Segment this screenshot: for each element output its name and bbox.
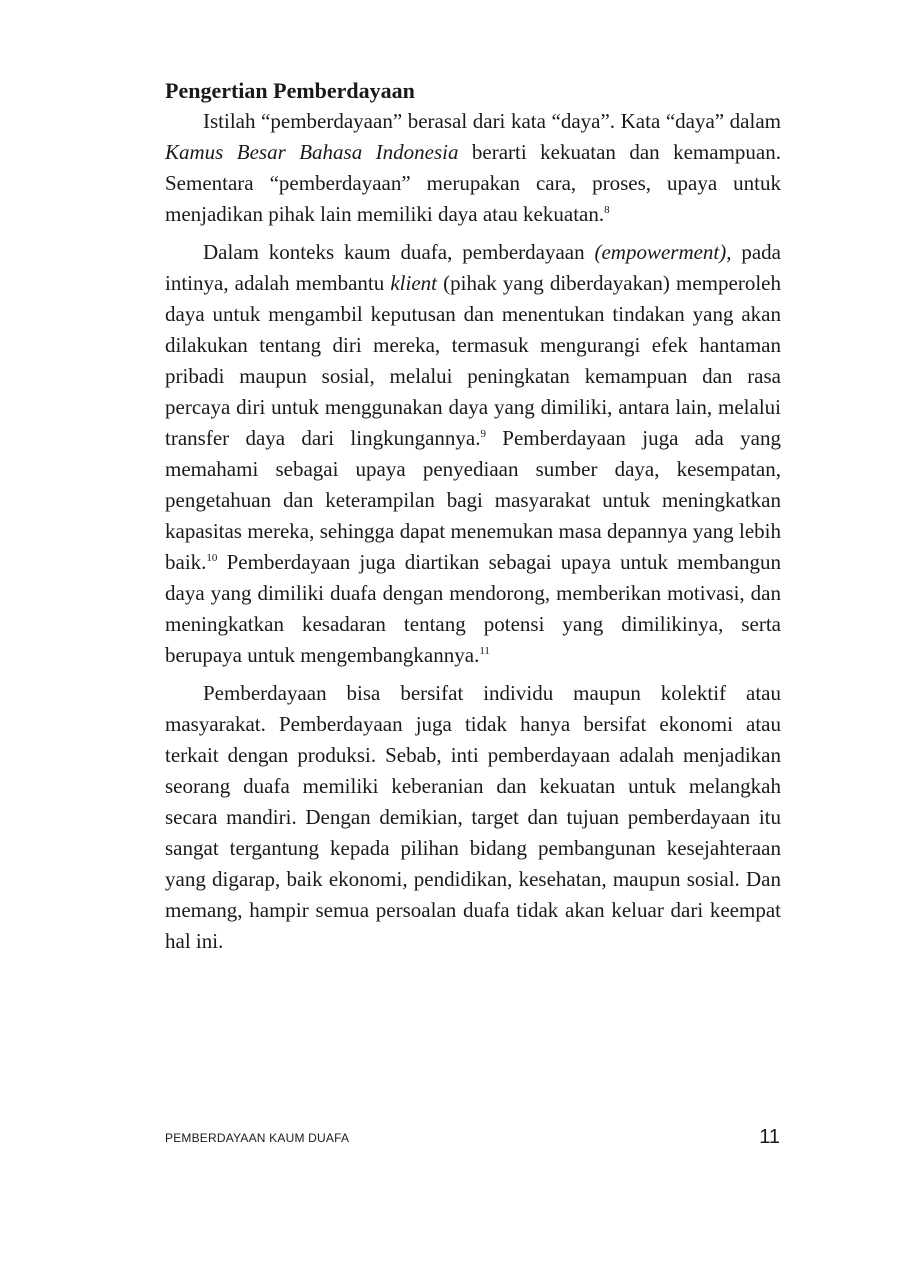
section-heading: Pengertian Pemberdayaan	[165, 78, 415, 103]
paragraph-1-italic-title: Kamus Besar Bahasa Indonesia	[165, 140, 459, 164]
footnote-marker: 9	[480, 428, 486, 440]
paragraph-2-text-a: Dalam konteks kaum duafa, pemberdayaan	[203, 240, 595, 264]
paragraph-2-italic-term: (empowerment),	[594, 240, 732, 264]
footnote-marker: 11	[479, 645, 490, 657]
paragraph-1	[165, 106, 781, 230]
paragraph-2-italic-klient: klient	[390, 271, 438, 295]
paragraph-2-text-c: pada intinya, adalah membantu	[165, 240, 781, 295]
paragraph-2-text-g: Pemberdayaan juga diartikan sebagai upaya untuk membangun daya yang dimiliki duafa dengan mendorong, memberikan motivasi, dan meningkatkan kesadaran tentang potensi yang dimilikinya, serta berupaya untuk mengembangkannya.	[165, 550, 781, 667]
paragraph-2-text-f: Pemberdayaan juga ada yang memahami sebagai upaya penyediaan sumber daya, kesempatan, pengetahuan dan keterampilan bagi masyarakat untuk meningkatkan kapasitas mereka, sehingga dapat menemukan masa depannya yang lebih baik.	[165, 426, 782, 574]
running-footer-title: PEMBERDAYAAN KAUM DUAFA	[165, 1131, 350, 1145]
page-body	[165, 76, 781, 964]
footnote-marker: 8	[604, 204, 610, 216]
footnote-marker: 10	[206, 552, 218, 564]
paragraph-1-text-c: berarti kekuatan dan kemampuan. Sementara “pemberdayaan” merupakan cara, proses, upaya untuk menjadikan pihak lain memiliki daya atau kekuatan.	[165, 140, 781, 226]
paragraph-3: Pemberdayaan bisa bersifat individu maupun kolektif atau masyarakat. Pemberdayaan juga tidak hanya bersifat ekonomi atau terkait dengan produksi. Sebab, inti pemberdayaan adalah menjadikan seorang duafa memiliki keberanian dan kekuatan untuk melangkah secara mandiri. Dengan demikian, target dan tujuan pemberdayaan itu sangat tergantung kepada pilihan bidang pembangunan kesejahteraan yang digarap, baik ekonomi, pendidikan, kesehatan, maupun sosial. Dan memang, hampir semua persoalan duafa tidak akan keluar dari keempat hal ini.	[165, 681, 781, 953]
paragraph-2-text-e: (pihak yang diberdayakan) memperoleh daya untuk mengambil keputusan dan menentukan tindakan yang akan dilakukan tentang diri mereka, termasuk mengurangi efek hantaman pribadi maupun sosial, melalui peningkatan kemampuan dan rasa percaya diri untuk menggunakan daya yang dimiliki, antara lain, melalui transfer daya dari lingkungannya.	[165, 271, 781, 450]
page-number: 11	[759, 1126, 780, 1148]
paragraph-1-text-a: Istilah “pemberdayaan” berasal dari kata “daya”. Kata “daya” dalam	[203, 109, 781, 133]
paragraph-2	[165, 237, 781, 671]
